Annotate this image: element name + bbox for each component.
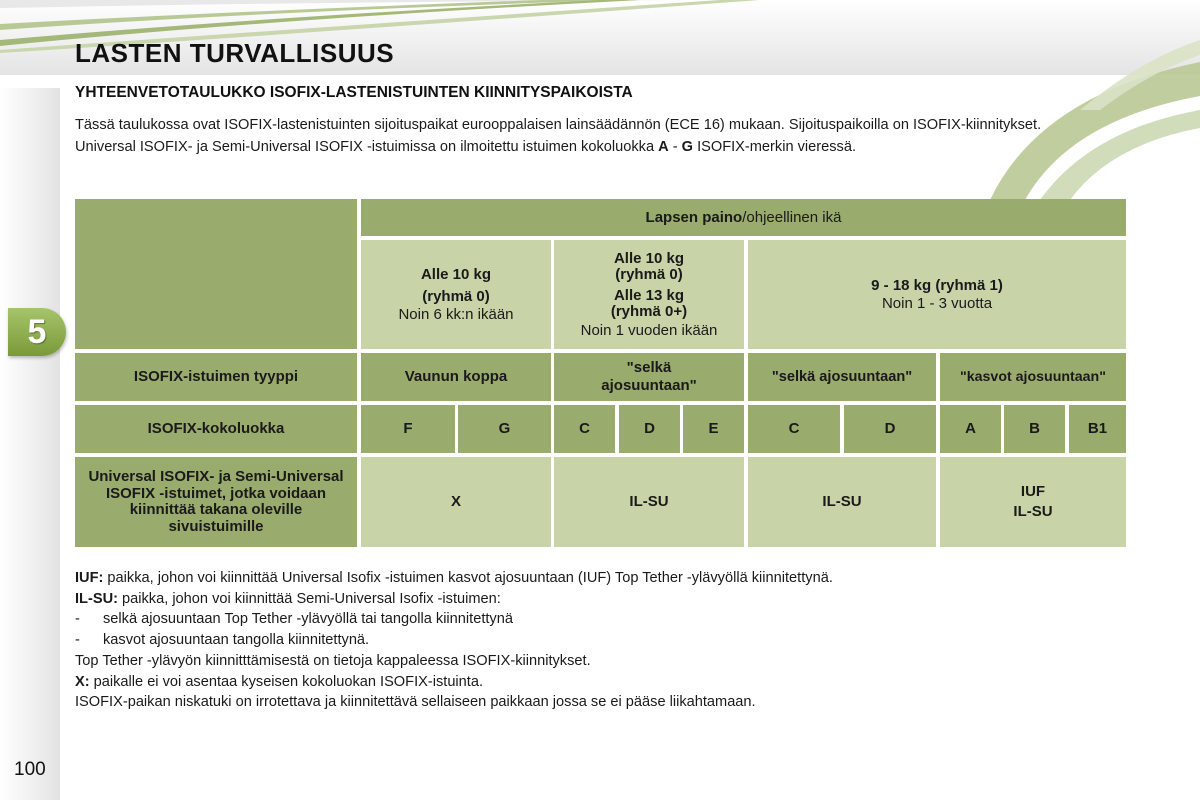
size-class-cell: C [748, 405, 840, 453]
left-margin-strip [0, 88, 60, 800]
group-0plus-header [554, 240, 744, 349]
note-bullet-1 [75, 609, 1135, 630]
type-rear-facing-a: "selkä ajosuuntaan" [554, 353, 744, 401]
row-label-seats: Universal ISOFIX- ja Semi-Universal ISOFIX -istuimet, jotka voidaan kiinnittää takana oleville sivuistuimille [75, 457, 357, 547]
table-corner-cell [75, 199, 357, 349]
intro-paragraph-2 [75, 138, 1125, 156]
group-1-age: Noin 1 - 3 vuotta [881, 294, 993, 312]
group-0plus-group-b: (ryhmä 0+) [610, 302, 688, 320]
group-0plus-weight-a: Alle 10 kg [613, 249, 685, 267]
page-title: LASTEN TURVALLISUUS [75, 38, 395, 68]
intro-text [75, 116, 1125, 160]
group-1-header [748, 240, 1126, 349]
row-label-seat-type: ISOFIX-istuimen tyyppi [75, 353, 357, 401]
weight-header-rest: /ohjeellinen ikä [742, 208, 842, 226]
chapter-tab[interactable] [8, 308, 66, 356]
row-label-size-class: ISOFIX-kokoluokka [75, 405, 357, 453]
note-x [75, 672, 1135, 693]
note-x-text: paikalle ei voi asentaa kyseisen kokoluokan ISOFIX-istuinta. [89, 673, 484, 690]
type-rear-facing-b: "selkä ajosuuntaan" [748, 353, 936, 401]
weight-header-text [646, 209, 842, 227]
group-1-weight: 9 - 18 kg (ryhmä 1) [871, 276, 1003, 294]
size-class-cell: D [619, 405, 680, 453]
intro-text-part: ISOFIX-merkin vieressä. [693, 139, 857, 155]
notes [75, 568, 1135, 713]
dash-bullet: - [75, 611, 80, 628]
note-bullet-text: selkä ajosuuntaan Top Tether -ylävyöllä tai tangolla kiinnitettynä [103, 611, 513, 628]
size-class-cell: E [683, 405, 744, 453]
group-0plus-weight-b: Alle 13 kg [613, 286, 685, 304]
note-iuf-text: paikka, johon voi kiinnittää Universal Isofix -istuimen kasvot ajosuuntaan (IUF) Top Tether -ylävyöllä kiinnitettynä. [103, 570, 833, 586]
weight-header [361, 199, 1126, 236]
seat-carrycot-value: X [361, 457, 551, 547]
size-class-cell: C [554, 405, 615, 453]
size-class-g: G [681, 139, 694, 155]
intro-separator: - [668, 139, 682, 155]
note-bullet-2 [75, 630, 1135, 651]
type-forward-facing: "kasvot ajosuuntaan" [940, 353, 1126, 401]
group-0plus-age: Noin 1 vuoden ikään [580, 321, 718, 339]
seat-forward-value-2: IL-SU [1013, 503, 1053, 520]
seat-forward-facing-value [940, 457, 1126, 547]
type-carrycot: Vaunun koppa [361, 353, 551, 401]
size-class-cell: G [458, 405, 551, 453]
section-title: YHTEENVETOTAULUKKO ISOFIX-LASTENISTUINTEN KIINNITYSPAIKOISTA [75, 84, 633, 101]
note-top-tether: Top Tether -ylävyön kiinnitttämisestä on tietoja kappaleessa ISOFIX-kiinnitykset. [75, 652, 591, 669]
chapter-number: 5 [27, 313, 47, 351]
group-0-age: Noin 6 kk:n ikään [398, 305, 514, 323]
note-bullet-text: kasvot ajosuuntaan tangolla kiinnitettynä. [103, 632, 370, 649]
seat-forward-value-1: IUF [1020, 483, 1046, 500]
note-ilsu [75, 589, 1135, 610]
note-iuf [75, 568, 1135, 589]
size-class-cell: A [940, 405, 1001, 453]
dash-bullet: - [75, 632, 80, 649]
size-class-cell: F [361, 405, 455, 453]
group-0-weight: Alle 10 kg [420, 265, 492, 283]
size-class-cell: B1 [1069, 405, 1126, 453]
group-0-header [361, 240, 551, 349]
note-x-label: X: [75, 673, 90, 690]
note-ilsu-text: paikka, johon voi kiinnittää Semi-Universal Isofix -istuimen: [117, 590, 501, 607]
seat-rear-facing-b-value: IL-SU [748, 457, 936, 547]
group-0plus-group-a: (ryhmä 0) [615, 265, 683, 283]
decorative-swoosh [740, 0, 1200, 200]
group-0-group: (ryhmä 0) [422, 287, 490, 305]
intro-paragraph-1: Tässä taulukossa ovat ISOFIX-lastenistuinten sijoituspaikat eurooppalaisen lainsäädännön (ECE 16) mukaan. Sijoituspaikoilla on ISOFIX-kiinnitykset. [75, 117, 1042, 133]
size-class-a: A [658, 139, 669, 155]
seat-rear-facing-a-value: IL-SU [554, 457, 744, 547]
intro-text-part: Universal ISOFIX- ja Semi-Universal ISOFIX -istuimissa on ilmoitettu istuimen kokoluokka [75, 139, 659, 155]
page-number: 100 [14, 759, 46, 780]
note-iuf-label: IUF: [75, 570, 104, 586]
note-headrest: ISOFIX-paikan niskatuki on irrotettava ja kiinnitettävä sellaiseen paikkaan jossa se ei pääse liikahtamaan. [75, 694, 756, 711]
note-ilsu-label: IL-SU: [75, 590, 118, 607]
weight-header-bold: Lapsen paino [645, 208, 743, 226]
size-class-cell: D [844, 405, 936, 453]
size-class-cell: B [1004, 405, 1065, 453]
